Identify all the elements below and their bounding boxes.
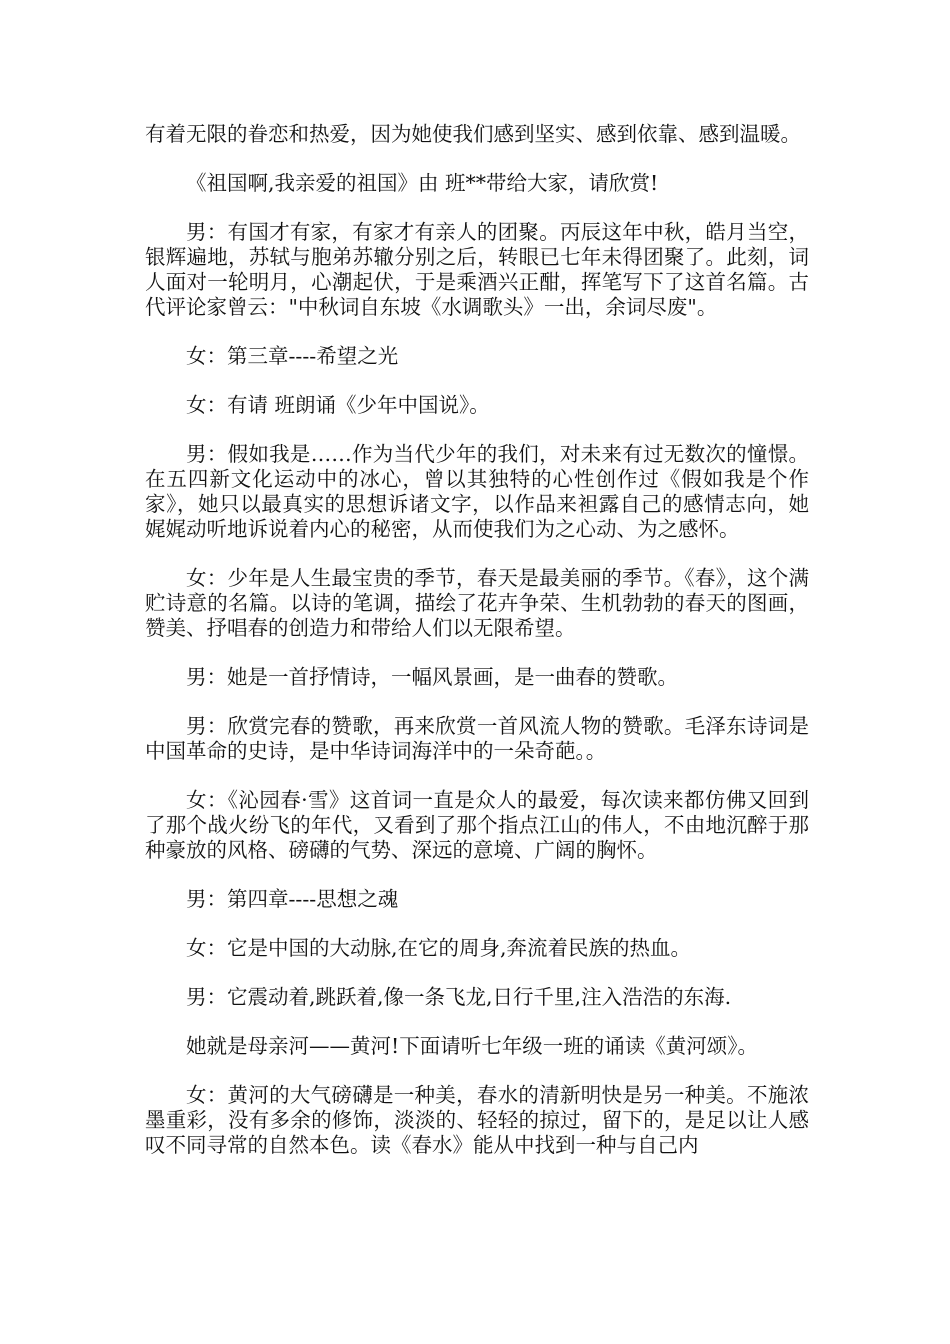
- paragraph-10: 女：《沁园春·雪》这首词一直是众人的最爱，每次读来都仿佛又回到了那个战火纷飞的年代，又看到了那个指点江山的伟人，不由地沉醉于那种豪放的风格、磅礴的气势、深远的意境、广阔的胸怀。: [145, 788, 809, 862]
- paragraph-6: 男：假如我是……作为当代少年的我们，对未来有过无数次的憧憬。在五四新文化运动中的冰心，曾以其独特的心性创作过《假如我是个作家》，她只以最真实的思想诉诸文字，以作品来袒露自己的感情志向，她娓娓动听地诉说着内心的秘密，从而使我们为之心动、为之感怀。: [145, 442, 809, 541]
- paragraph-11: 男：第四章----思想之魂: [186, 887, 399, 911]
- paragraph-12: 女：它是中国的大动脉,在它的周身,奔流着民族的热血。: [186, 936, 692, 960]
- paragraph-15: 女：黄河的大气磅礴是一种美，春水的清新明快是另一种美。不施浓墨重彩，没有多余的修饰，淡淡的、轻轻的掠过，留下的，是足以让人感叹不同寻常的自然本色。读《春水》能从中找到一种与自己内: [145, 1083, 809, 1157]
- paragraph-2: 《祖国啊,我亲爱的祖国》由 班**带给大家，请欣赏!: [186, 171, 659, 195]
- paragraph-5: 女：有请 班朗诵《少年中国说》。: [186, 393, 490, 417]
- paragraph-3: 男：有国才有家，有家才有亲人的团聚。丙辰这年中秋，皓月当空，银辉遍地，苏轼与胞弟苏辙分别之后，转眼已七年未得团聚了。此刻，词人面对一轮明月，心潮起伏，于是乘酒兴正酣，挥笔写下了这首名篇。古代评论家曾云："中秋词自东坡《水调歌头》一出，余词尽废"。: [145, 220, 809, 319]
- paragraph-14: 她就是母亲河——黄河!下面请听七年级一班的诵读《黄河颂》。: [186, 1034, 758, 1058]
- paragraph-13: 男：它震动着,跳跃着,像一条飞龙,日行千里,注入浩浩的东海.: [186, 985, 732, 1009]
- paragraph-1: 有着无限的眷恋和热爱，因为她使我们感到坚实、感到依靠、感到温暖。: [145, 122, 801, 146]
- paragraph-8: 男：她是一首抒情诗，一幅风景画，是一曲春的赞歌。: [186, 665, 678, 689]
- paragraph-4: 女：第三章----希望之光: [186, 344, 399, 368]
- paragraph-9: 男：欣赏完春的赞歌，再来欣赏一首风流人物的赞歌。毛泽东诗词是中国革命的史诗，是中华诗词海洋中的一朵奇葩。。: [145, 714, 809, 763]
- document-body: [145, 122, 809, 1182]
- paragraph-7: 女：少年是人生最宝贵的季节，春天是最美丽的季节。《春》，这个满贮诗意的名篇。以诗的笔调，描绘了花卉争荣、生机勃勃的春天的图画，赞美、抒唱春的创造力和带给人们以无限希望。: [145, 566, 809, 640]
